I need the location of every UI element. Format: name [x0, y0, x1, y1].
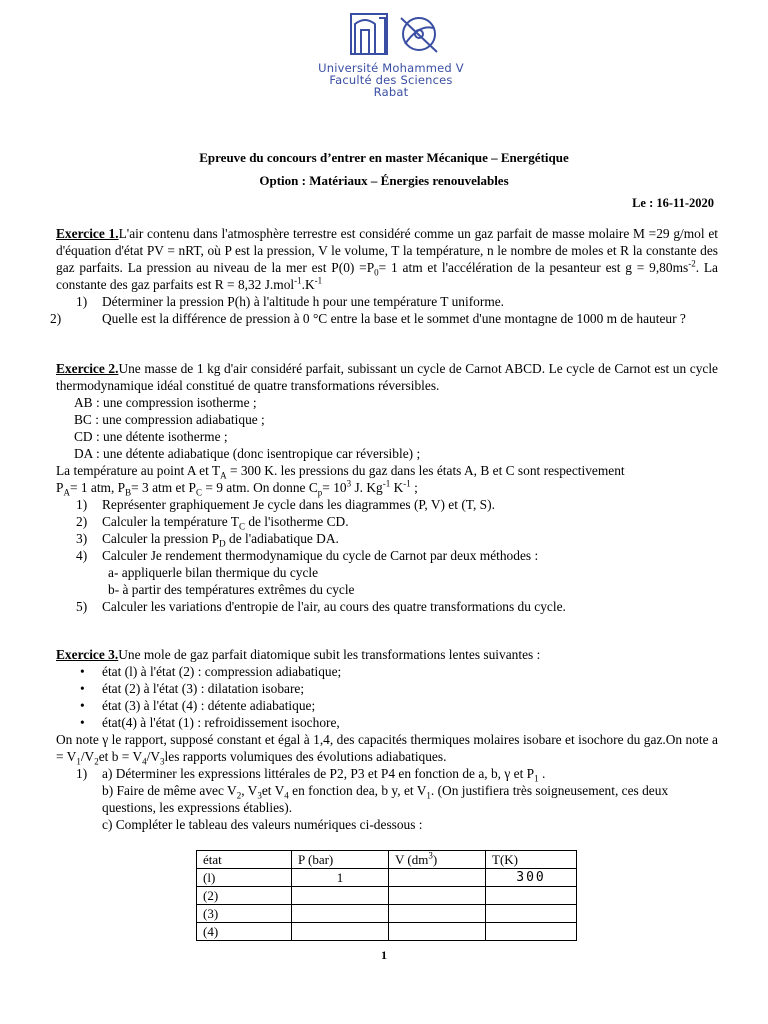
cell-volume: [389, 887, 486, 905]
exercise-1-question-1: 1) Déterminer la pression P(h) à l'altitude h pour une température T uniforme.: [76, 294, 505, 309]
exercise-3-note: On note γ le rapport, supposé constant et égal à 1,4, des capacités thermiques molaires isobare et isochore du gaz.On note $a = V_1/V_2et$ $b = V_4/V_3les$ rapports volumiques des évolutions adiabatiques.: [56, 732, 718, 767]
values-table: [196, 850, 577, 941]
exercise-1: [50, 225, 718, 327]
cell-state: (l): [197, 869, 292, 887]
table-row: [197, 869, 577, 887]
cell-pressure: [292, 923, 389, 941]
university-emblem-icon: [321, 10, 461, 62]
exercise-2-pressures: $P_A= 1$ atm, $P_B= 3$ atm et $P_C = 9$ atm. On donne $C_p= 10^3$ J. $Kg^{-1}$ $K^{-1}$ ;: [56, 478, 418, 498]
cell-volume: [389, 869, 486, 887]
cell-temperature: [486, 905, 577, 923]
cycle-step-cd: CD : une détente isotherme ;: [74, 429, 228, 444]
cell-pressure: 1: [292, 869, 389, 887]
exercise-2-temperature: La température au point A et $T_A = 300$ K. les pressions du gaz dans les états A, B et C sont respectivement: [56, 463, 625, 481]
exercise-2-question-2: 2) Calculer la température $T_C$ de l'isotherme CD.: [76, 514, 349, 532]
exercise-3-title: Exercice 3.: [56, 647, 119, 662]
exercise-2-question-5: 5) Calculer les variations d'entropie de l'air, au cours des quatre transformations du cycle.: [76, 599, 566, 614]
cycle-step-ab: AB : une compression isotherme ;: [74, 395, 257, 410]
exercise-3-question-1b: b) Faire de même avec $V_2$, $V_3et$ $V_4$ en fonction dea, b y, et $V_1$. (On justifiera très soigneusement, ces deux questions, les expressions établies).: [102, 783, 669, 815]
cycle-step-da: DA : une détente adiabatique (donc isentropique car réversible) ;: [74, 446, 421, 461]
page-number: 1: [381, 948, 387, 962]
exercise-2-intro: Exercice 2.Une masse de 1 kg d'air considéré parfait, subissant un cycle de Carnot ABCD. Le cycle de Carnot est un cycle thermodynamique idéal constitué de quatre transformations réversibles.: [56, 361, 718, 393]
bullet-icon: •: [80, 681, 85, 696]
cell-pressure: [292, 887, 389, 905]
header-temperature: T(K): [486, 851, 577, 869]
table-row: [197, 923, 577, 941]
cell-temperature: [486, 887, 577, 905]
bullet-icon: •: [80, 715, 85, 730]
exam-title: Epreuve du concours d’entrer en master Mécanique – Energétique: [199, 150, 569, 165]
exercise-2-question-4b: b- à partir des températures extrêmes du cycle: [108, 582, 355, 597]
cycle-step-bc: BC : une compression adiabatique ;: [74, 412, 265, 427]
header-pressure: P (bar): [292, 851, 389, 869]
cell-temperature: [486, 923, 577, 941]
exercise-2-question-4a: a- appliquerle bilan thermique du cycle: [108, 565, 319, 580]
logo-line-2: Faculté des Sciences: [329, 73, 453, 87]
transformation-4: • état(4) à l'état (1) : refroidissement isochore,: [80, 715, 340, 730]
exercise-1-title: Exercice 1.: [56, 226, 119, 241]
exercise-3-question-1a: 1) a) Déterminer les expressions littérales de P2, P3 et P4 en fonction de a, b, γ et $P_1$ .: [76, 766, 546, 784]
exercise-2-question-3: 3) Calculer la pression $P_D$ de l'adiabatique DA.: [76, 531, 339, 549]
cell-volume: [389, 923, 486, 941]
transformation-2: • état (2) à l'état (3) : dilatation isobare;: [80, 681, 305, 696]
exercise-1-question-2: 2) Quelle est la différence de pression à 0 °C entre la base et le sommet d'une montagne de 1000 m de hauteur ?: [50, 311, 686, 326]
logo-line-3: Rabat: [373, 85, 409, 99]
exam-date: Le : 16-11-2020: [632, 196, 714, 210]
bullet-icon: •: [80, 664, 85, 679]
cell-temperature: 300: [486, 869, 577, 887]
exercise-3: [56, 646, 718, 833]
cell-pressure: [292, 905, 389, 923]
exercise-3-question-1c: c) Compléter le tableau des valeurs numériques ci-dessous :: [102, 817, 423, 832]
cell-state: (2): [197, 887, 292, 905]
header-volume: V $(dm^3)$: [389, 851, 486, 869]
exercise-2-question-1: 1) Représenter graphiquement Je cycle dans les diagrammes (P, V) et (T, S).: [76, 497, 495, 512]
transformation-3: • état (3) à l'état (4) : détente adiabatique;: [80, 698, 316, 713]
exercise-3-intro: Exercice 3.Une mole de gaz parfait diatomique subit les transformations lentes suivantes :: [56, 647, 541, 662]
cell-volume: [389, 905, 486, 923]
bullet-icon: •: [80, 698, 85, 713]
exercise-2-title: Exercice 2.: [56, 361, 119, 376]
transformation-1: • état (l) à l'état (2) : compression adiabatique;: [80, 664, 342, 679]
exercise-2: [56, 360, 718, 615]
exam-option: Option : Matériaux – Énergies renouvelables: [259, 173, 509, 188]
table-row: [197, 905, 577, 923]
exercise-2-question-4: 4) Calculer Je rendement thermodynamique du cycle de Carnot par deux méthodes :: [76, 548, 539, 563]
cell-state: (4): [197, 923, 292, 941]
exercise-1-intro: Exercice 1.L'air contenu dans l'atmosphère terrestre est considéré comme un gaz parfait de masse molaire M =29 g/mol et d'équation d'état PV = nRT, où P est la pression, V le volume, T la température, n le nombre de moles et R la constante des gaz parfaits. La pression au niveau de la mer est $P(0) =P_0= 1$ atm et l'accélération de la pesanteur est $g = 9,80ms^{-2}$. La constante des gaz parfaits est R = 8,32 $J.mol^{-1}.K^{-1}$: [56, 226, 718, 292]
logo-line-1: Université Mohammed V: [318, 61, 464, 75]
university-logo: [296, 10, 486, 100]
table-row: [197, 887, 577, 905]
cell-state: (3): [197, 905, 292, 923]
header-state: état: [197, 851, 292, 869]
table-header-row: [197, 851, 577, 869]
